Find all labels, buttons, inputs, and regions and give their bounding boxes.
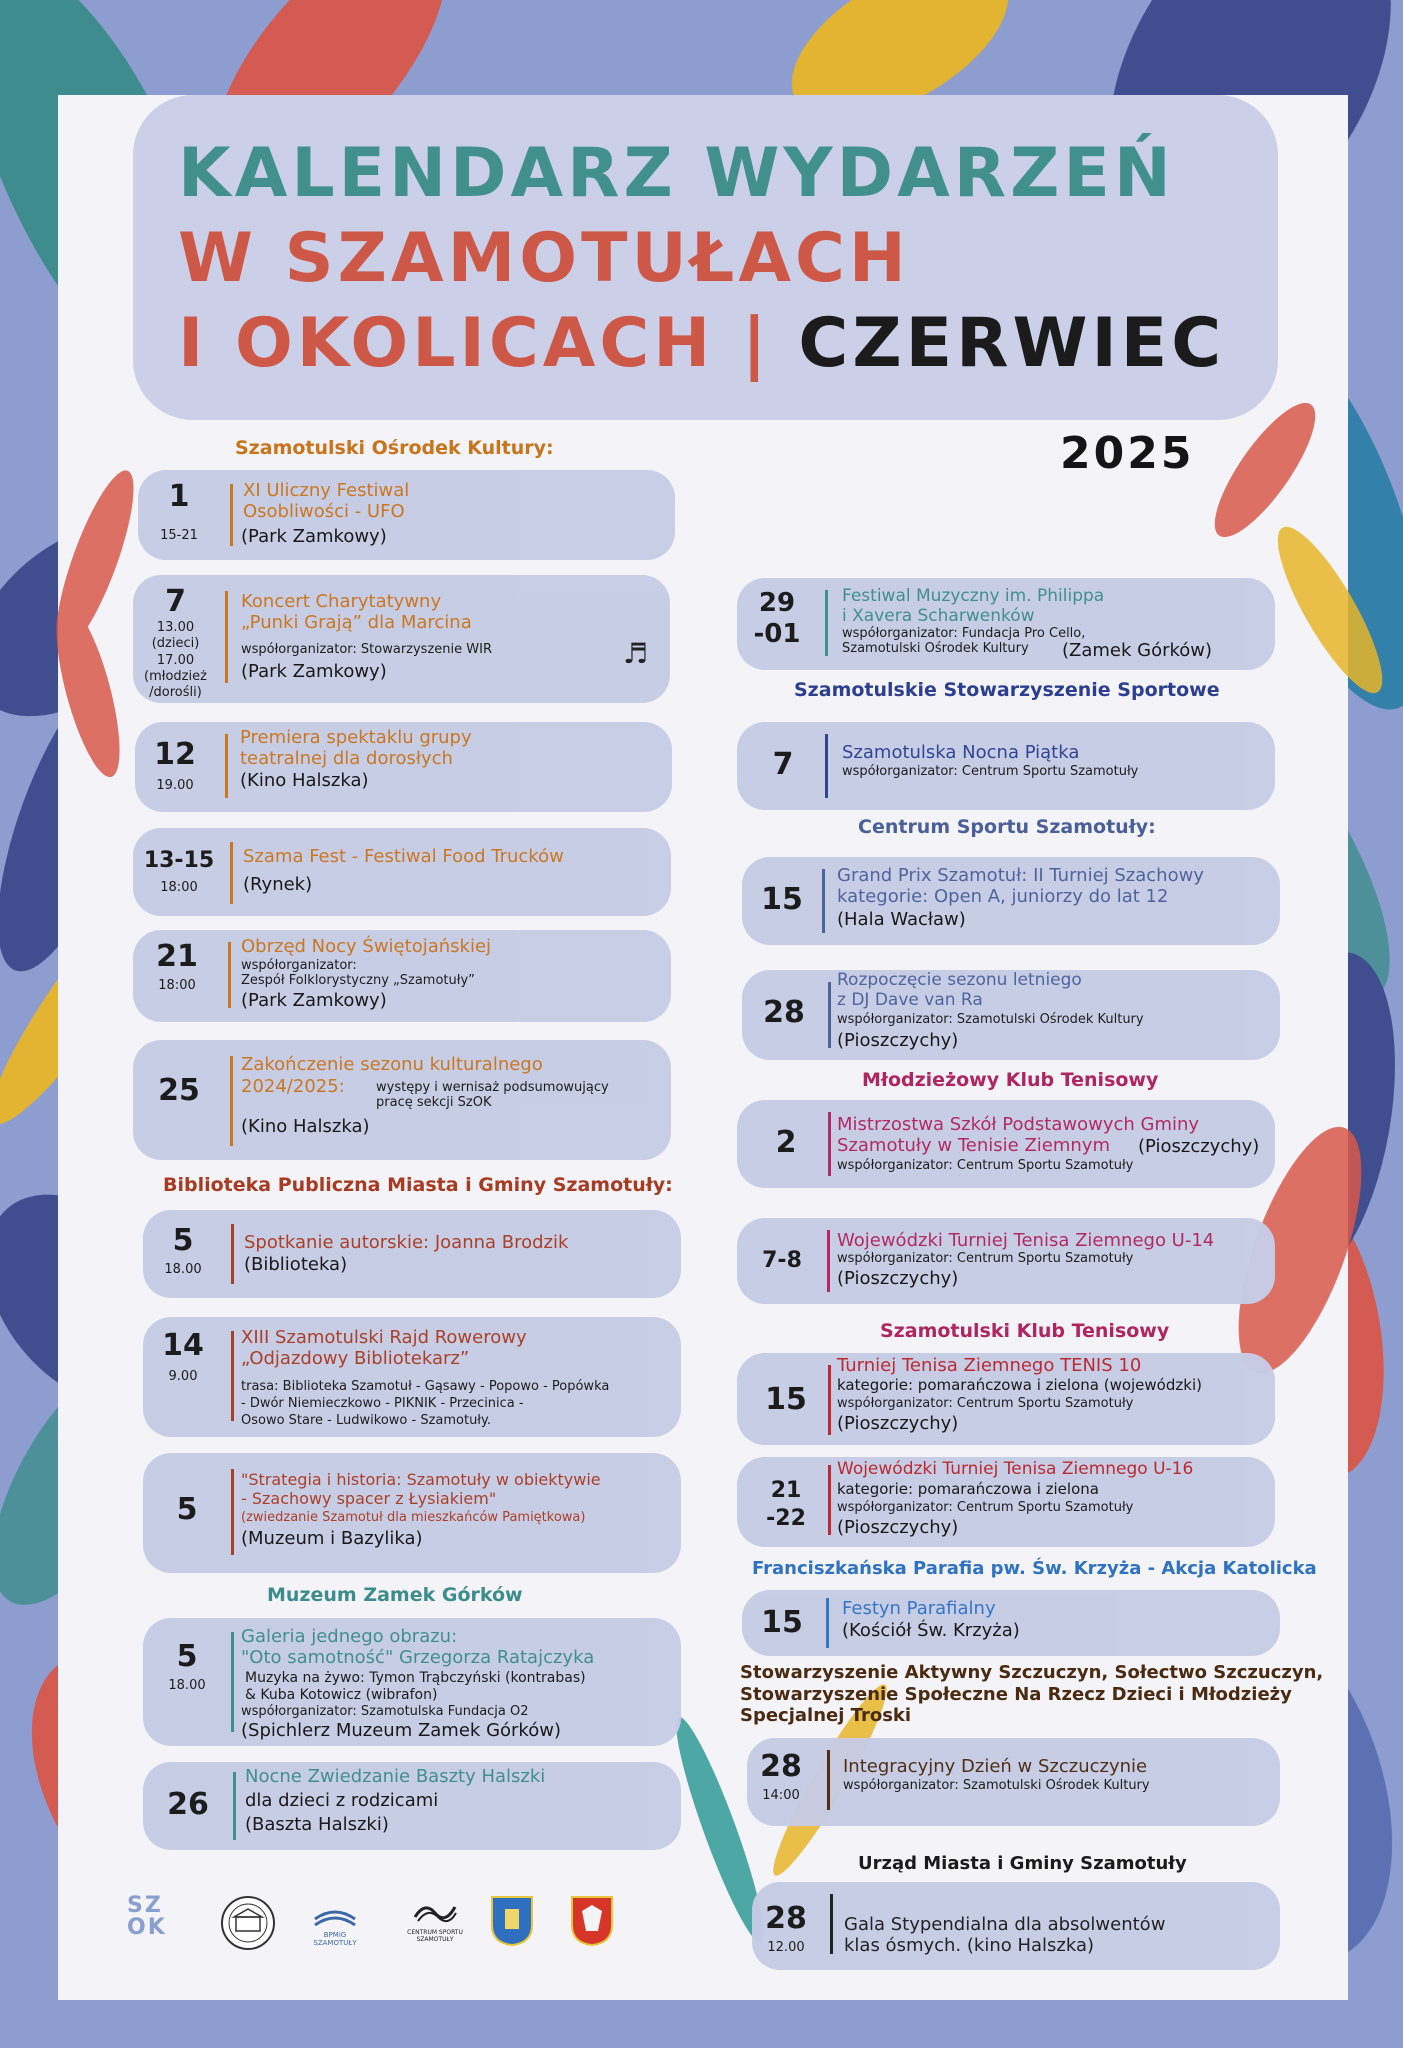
event-card (133, 930, 671, 1022)
event-title-year: 2024/2025: (241, 1076, 345, 1097)
event-divider (826, 1598, 829, 1648)
event-card (737, 1218, 1275, 1304)
event-time: 18.00 (164, 1262, 202, 1277)
event-card (742, 1590, 1280, 1656)
event-day: 28 (765, 1901, 807, 1936)
event-card (737, 1100, 1275, 1188)
event-place: (Baszta Halszki) (245, 1814, 389, 1835)
event-description: dla dzieci z rodzicami (245, 1790, 439, 1811)
event-title: Spotkanie autorskie: Joanna Brodzik (244, 1232, 569, 1253)
event-time: 13.00 (dzieci) 17.00 (młodzież /dorośli) (144, 620, 207, 700)
event-day: 21 -22 (766, 1478, 806, 1531)
event-title: Gala Stypendialna dla absolwentów klas ósmych. (kino Halszka) (844, 1914, 1166, 1957)
event-place: (Pioszczychy) (837, 1517, 959, 1538)
szamotuly-coat-of-arms (490, 1895, 534, 1951)
org-heading: Szamotulski Klub Tenisowy (880, 1320, 1170, 1342)
event-divider (830, 1894, 833, 1954)
event-divider (230, 484, 233, 546)
event-card (747, 1738, 1280, 1826)
szok-logo-text: SZOK (127, 1893, 167, 1940)
org-heading: Szamotulski Ośrodek Kultury: (235, 437, 554, 459)
event-day: 21 (156, 939, 198, 974)
event-description: występy i wernisaż podsumowujący pracę sekcji SzOK (376, 1080, 609, 1111)
sport-swirl-icon (410, 1899, 460, 1925)
event-description: kategorie: pomarańczowa i zielona (wojewódzki) (837, 1376, 1202, 1394)
event-card (742, 970, 1280, 1060)
event-card (143, 1762, 681, 1850)
event-coorganizer: współorganizator: Centrum Sportu Szamotuły (837, 1158, 1134, 1173)
event-card (143, 1317, 681, 1437)
event-place: (Pioszczychy) (837, 1268, 959, 1289)
event-place: (Spichlerz Muzeum Zamek Górków) (241, 1720, 561, 1741)
event-divider (828, 982, 831, 1048)
event-title: "Strategia i historia: Szamotuły w obiektywie - Szachowy spacer z Łysiakiem" (241, 1470, 601, 1508)
event-place: (Muzeum i Bazylika) (241, 1528, 423, 1549)
event-coorganizer: współorganizator: Stowarzyszenie WIR (241, 642, 492, 657)
org-heading: Szamotulskie Stowarzyszenie Sportowe (794, 679, 1220, 701)
event-divider (822, 869, 825, 933)
book-icon (310, 1897, 360, 1927)
event-title: Turniej Tenisa Ziemnego TENIS 10 (837, 1355, 1142, 1376)
library-logo-text: BPMiG SZAMOTUŁY (313, 1931, 357, 1947)
coat-of-arms-red-icon (570, 1895, 614, 1947)
event-description: (zwiedzanie Szamotuł dla mieszkańców Pamiętkowa) (241, 1510, 586, 1525)
event-card (143, 1210, 681, 1298)
event-title: Galeria jednego obrazu: "Oto samotność" Grzegorza Ratajczyka (241, 1626, 595, 1669)
event-day: 12 (154, 737, 196, 772)
event-divider (233, 1772, 236, 1840)
event-title: Nocne Zwiedzanie Baszty Halszki (245, 1766, 546, 1787)
event-day: 15 (765, 1382, 807, 1417)
event-divider (231, 1331, 234, 1421)
event-card (135, 722, 672, 812)
event-divider (825, 734, 828, 798)
event-coorganizer: współorganizator: Centrum Sportu Szamotuły (837, 1251, 1134, 1266)
sport-center-logo-text: CENTRUM SPORTU SZAMOTUŁY (407, 1929, 463, 1943)
event-time: 14:00 (762, 1788, 800, 1803)
event-coorganizer: współorganizator: Szamotulska Fundacja O2 (241, 1704, 529, 1719)
event-divider (230, 842, 233, 904)
event-divider (231, 1224, 234, 1284)
event-day: 2 (775, 1125, 797, 1160)
event-place: (Kościół Św. Krzyża) (842, 1620, 1020, 1641)
event-title: Zakończenie sezonu kulturalnego (241, 1054, 543, 1075)
event-description: kategorie: pomarańczowa i zielona (837, 1480, 1099, 1498)
event-card (138, 470, 675, 560)
music-note-icon: ♬ (623, 637, 649, 670)
event-title: Integracyjny Dzień w Szczuczynie (843, 1756, 1148, 1777)
event-divider (230, 1056, 233, 1146)
event-description: Muzyka na żywo: Tymon Trąbczyński (kontrabas) & Kuba Kotowicz (wibrafon) (245, 1670, 586, 1703)
event-card (143, 1453, 681, 1573)
event-title: Szama Fest - Festiwal Food Trucków (243, 846, 564, 867)
org-heading: Młodzieżowy Klub Tenisowy (862, 1069, 1159, 1091)
event-divider (225, 591, 228, 683)
event-time: 18.00 (168, 1678, 206, 1693)
org-heading: Urząd Miasta i Gminy Szamotuły (858, 1853, 1187, 1874)
event-title: Grand Prix Szamotuł: II Turniej Szachowy kategorie: Open A, juniorzy do lat 12 (837, 865, 1204, 908)
event-divider (825, 590, 828, 656)
museum-logo (220, 1895, 276, 1955)
event-divider (827, 1750, 830, 1810)
event-day: 5 (176, 1639, 198, 1674)
event-divider (231, 1469, 234, 1555)
event-title: Wojewódzki Turniej Tenisa Ziemnego U-16 (837, 1459, 1194, 1479)
museum-emblem-icon (220, 1895, 276, 1951)
event-card (737, 1457, 1275, 1547)
event-card (133, 828, 671, 916)
event-divider (225, 734, 228, 798)
event-title: Premiera spektaklu grupy teatralnej dla dorosłych (240, 727, 472, 770)
event-coorganizer: współorganizator: Szamotulski Ośrodek Kultury (837, 1012, 1144, 1027)
event-coorganizer: współorganizator: Szamotulski Ośrodek Kultury (843, 1778, 1150, 1793)
org-heading: Franciszkańska Parafia pw. Św. Krzyża - Akcja Katolicka (752, 1558, 1317, 1579)
event-time: 18:00 (158, 978, 196, 993)
event-divider (828, 1465, 831, 1535)
event-title: Rozpoczęcie sezonu letniego z DJ Dave van Ra (837, 970, 1082, 1011)
event-time: 18:00 (160, 880, 198, 895)
event-divider (828, 1365, 831, 1435)
event-place: (Kino Halszka) (241, 1116, 370, 1137)
title-line-1: KALENDARZ WYDARZEŃ (178, 134, 1175, 213)
sport-center-logo (395, 1899, 475, 1943)
event-day: 13-15 (143, 848, 215, 873)
event-title: XI Uliczny Festiwal Osobliwości - UFO (243, 480, 410, 523)
county-coat-of-arms (570, 1895, 614, 1951)
event-divider (828, 1112, 831, 1176)
event-title: Mistrzostwa Szkół Podstawowych Gminy Szamotuły w Tenisie Ziemnym (837, 1114, 1200, 1157)
event-title: Szamotulska Nocna Piątka (842, 742, 1080, 763)
event-coorganizer: współorganizator: Centrum Sportu Szamotuły (842, 764, 1139, 779)
event-time: 12.00 (767, 1940, 805, 1955)
event-coorganizer: współorganizator: Centrum Sportu Szamotuły (837, 1396, 1134, 1411)
event-place: (Pioszczychy) (837, 1413, 959, 1434)
event-place: (Hala Wacław) (837, 909, 966, 930)
event-coorganizer: współorganizator: Zespół Folklorystyczny „Szamotuły” (241, 958, 475, 989)
title-month: CZERWIEC (798, 304, 1226, 383)
event-card (752, 1882, 1280, 1970)
event-title: Festiwal Muzyczny im. Philippa i Xavera Scharwenków (842, 586, 1105, 627)
org-heading: Stowarzyszenie Aktywny Szczuczyn, Sołectwo Szczuczyn, Stowarzyszenie Społeczne Na Rzecz Dzieci i Młodzieży Specjalnej Troski (740, 1662, 1324, 1727)
event-divider (827, 1230, 830, 1292)
event-day: 5 (176, 1492, 198, 1527)
szok-logo (127, 1895, 167, 1939)
year: 2025 (1060, 428, 1195, 479)
org-heading: Muzeum Zamek Górków (267, 1584, 523, 1606)
event-card (143, 1618, 681, 1746)
event-day: 25 (158, 1073, 200, 1108)
title-line-3-text: I OKOLICACH (178, 304, 715, 383)
event-time: 15-21 (160, 528, 198, 543)
event-card (737, 578, 1275, 670)
event-place: (Biblioteka) (244, 1254, 348, 1275)
event-place: (Pioszczychy) (837, 1030, 959, 1051)
event-description: trasa: Biblioteka Szamotuł - Gąsawy - Popowo - Popówka - Dwór Niemieczkowo - PIKNIK - Przecinica - Osowo Stare - Ludwikowo - Szamotuły. (241, 1379, 610, 1428)
library-logo (305, 1897, 365, 1947)
org-heading: Centrum Sportu Szamotuły: (858, 816, 1156, 838)
event-title: XIII Szamotulski Rajd Rowerowy „Odjazdowy Bibliotekarz” (241, 1327, 527, 1370)
event-card (133, 575, 670, 703)
event-title: Koncert Charytatywny „Punki Grają” dla Marcina (241, 591, 472, 634)
event-day: 7-8 (762, 1248, 802, 1273)
event-place: (Park Zamkowy) (241, 990, 387, 1011)
event-coorganizer: współorganizator: Centrum Sportu Szamotuły (837, 1500, 1134, 1515)
event-place: (Zamek Górków) (1062, 640, 1213, 661)
event-card (737, 1353, 1275, 1445)
event-divider (231, 1632, 234, 1732)
event-day: 15 (761, 1605, 803, 1640)
event-day: 28 (760, 1749, 802, 1784)
event-day: 5 (172, 1223, 194, 1258)
event-place: (Park Zamkowy) (241, 661, 387, 682)
event-title: Obrzęd Nocy Świętojańskiej (241, 936, 492, 957)
event-day: 7 (165, 584, 186, 619)
event-coorganizer: współorganizator: Fundacja Pro Cello, Szamotulski Ośrodek Kultury (842, 626, 1086, 657)
title-separator: | (741, 304, 771, 383)
org-heading: Biblioteka Publiczna Miasta i Gminy Szamotuły: (163, 1174, 673, 1196)
event-title: Wojewódzki Turniej Tenisa Ziemnego U-14 (837, 1230, 1215, 1251)
event-time: 9.00 (168, 1369, 198, 1384)
event-place: (Park Zamkowy) (241, 526, 387, 547)
event-place: (Pioszczychy) (1138, 1136, 1260, 1157)
event-place: (Kino Halszka) (240, 770, 369, 791)
event-day: 26 (167, 1787, 209, 1822)
event-day: 29 -01 (753, 588, 801, 650)
event-day: 15 (761, 882, 803, 917)
event-divider (228, 942, 231, 1008)
event-card (742, 857, 1280, 945)
event-day: 14 (162, 1328, 204, 1363)
event-day: 7 (772, 747, 794, 782)
title-box (133, 95, 1278, 420)
event-day: 28 (763, 995, 805, 1030)
coat-of-arms-blue-icon (490, 1895, 534, 1947)
event-place: (Rynek) (243, 874, 313, 895)
event-day: 1 (168, 479, 190, 514)
event-card (737, 722, 1275, 810)
event-title: Festyn Parafialny (842, 1598, 996, 1619)
event-time: 19.00 (156, 778, 194, 793)
title-line-3 (178, 304, 1226, 383)
event-card (133, 1040, 671, 1160)
title-line-2: W SZAMOTUŁACH (178, 219, 910, 298)
